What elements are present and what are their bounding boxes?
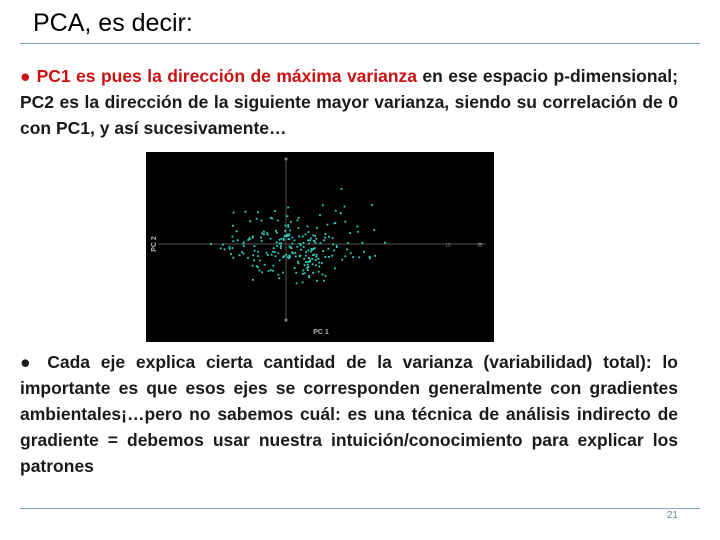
data-point <box>245 211 247 213</box>
data-point <box>266 252 268 254</box>
data-point <box>273 265 275 267</box>
data-point <box>271 254 273 256</box>
data-point <box>280 238 282 240</box>
highlight-text: PC1 es pues la dirección de máxima varianza <box>36 66 417 86</box>
data-point <box>321 262 323 264</box>
data-point <box>311 258 313 260</box>
data-point <box>291 243 293 245</box>
bullet-dot: ● <box>20 66 32 86</box>
data-point <box>279 242 281 244</box>
data-point <box>249 237 251 239</box>
data-point <box>288 257 290 259</box>
data-point <box>276 241 278 243</box>
data-point <box>287 226 289 228</box>
data-point <box>335 222 337 224</box>
data-point <box>299 256 301 258</box>
data-point <box>252 236 254 238</box>
data-point <box>328 248 330 250</box>
data-point <box>304 264 306 266</box>
data-point <box>331 255 333 257</box>
data-point <box>264 264 266 266</box>
data-point <box>278 274 280 276</box>
data-point <box>291 252 293 254</box>
axis-end-marker <box>285 319 288 322</box>
data-point <box>309 259 311 261</box>
data-point <box>298 217 300 219</box>
data-point <box>347 242 349 244</box>
data-point <box>349 232 351 234</box>
data-point <box>302 236 304 238</box>
data-point <box>307 239 309 241</box>
data-point <box>302 273 304 275</box>
data-point <box>230 253 232 255</box>
data-point <box>220 248 222 250</box>
data-point <box>272 251 274 253</box>
title-divider <box>20 43 700 44</box>
data-point <box>318 262 320 264</box>
data-point <box>294 240 296 242</box>
data-point <box>341 259 343 261</box>
data-point <box>315 242 317 244</box>
data-point <box>312 263 314 265</box>
data-point <box>283 255 285 257</box>
data-point <box>310 251 312 253</box>
data-point <box>298 227 300 229</box>
data-point <box>318 271 320 273</box>
data-point <box>224 248 226 250</box>
data-point <box>322 250 324 252</box>
data-point <box>260 237 262 239</box>
body-text: Cada eje explica cierta cantidad de la varianza (variabilidad) total): lo importante es que esos ejes se corresponden generalmente con gradientes ambientales¡…pero no sabemos cuál: es una técnica de análisis indirecto de gradiente = debemos usar nuestra intuición/conocimiento para explicar los patrones <box>20 352 678 476</box>
data-point <box>256 265 258 267</box>
data-point <box>256 218 258 220</box>
data-point <box>279 239 281 241</box>
data-point <box>296 282 298 284</box>
data-point <box>297 261 299 263</box>
bullet-dot: ● <box>20 352 37 372</box>
data-point <box>290 221 292 223</box>
data-point <box>303 242 305 244</box>
data-point <box>369 256 371 258</box>
data-point <box>270 238 272 240</box>
data-point <box>313 248 315 250</box>
data-point <box>303 246 305 248</box>
data-point <box>325 233 327 235</box>
data-point <box>276 245 278 247</box>
data-point <box>374 255 376 257</box>
data-point <box>313 240 315 242</box>
data-point <box>308 243 310 245</box>
data-point <box>294 267 296 269</box>
data-point <box>287 215 289 217</box>
data-point <box>278 277 280 279</box>
data-point <box>285 225 287 227</box>
data-point <box>243 253 245 255</box>
data-point <box>229 248 231 250</box>
data-point <box>263 231 265 233</box>
page-title: PCA, es decir: <box>33 9 193 37</box>
data-point <box>257 255 259 257</box>
data-point <box>333 250 335 252</box>
bullet-paragraph-1 <box>20 63 678 141</box>
data-point <box>261 233 263 235</box>
data-point <box>280 243 282 245</box>
data-point <box>350 252 352 254</box>
x-tick-label: 10 <box>445 243 451 249</box>
data-point <box>287 224 289 226</box>
data-point <box>332 244 334 246</box>
data-point <box>239 254 241 256</box>
data-point <box>303 258 305 260</box>
data-point <box>318 266 320 268</box>
data-point <box>362 242 364 244</box>
data-point <box>335 210 337 212</box>
data-point <box>233 212 235 214</box>
data-point <box>276 232 278 234</box>
data-point <box>302 281 304 283</box>
data-point <box>298 263 300 265</box>
data-point <box>295 256 297 258</box>
data-point <box>334 267 336 269</box>
data-point <box>325 256 327 258</box>
data-point <box>232 236 234 238</box>
data-point <box>274 210 276 212</box>
data-point <box>305 234 307 236</box>
data-point <box>288 235 290 237</box>
data-point <box>257 251 259 253</box>
data-point <box>210 243 212 245</box>
data-point <box>312 235 314 237</box>
data-point <box>252 254 254 256</box>
data-point <box>305 251 307 253</box>
data-point <box>266 232 268 234</box>
data-point <box>308 257 310 259</box>
data-point <box>323 239 325 241</box>
data-point <box>373 229 375 231</box>
data-point <box>275 230 277 232</box>
data-point <box>308 276 310 278</box>
data-point <box>273 247 275 249</box>
data-point <box>307 226 309 228</box>
data-point <box>257 211 259 213</box>
data-point <box>357 226 359 228</box>
data-point <box>261 240 263 242</box>
data-point <box>328 236 330 238</box>
data-point <box>318 258 320 260</box>
data-point <box>280 245 282 247</box>
data-point <box>384 242 386 244</box>
data-point <box>275 255 277 257</box>
data-point <box>292 237 294 239</box>
data-point <box>320 242 322 244</box>
footer-divider <box>20 508 700 509</box>
data-point <box>294 252 296 254</box>
data-point <box>287 234 289 236</box>
data-point <box>316 280 318 282</box>
data-point <box>358 257 360 259</box>
data-point <box>307 264 309 266</box>
data-point <box>344 206 346 208</box>
data-point <box>312 272 314 274</box>
data-point <box>309 261 311 263</box>
data-point <box>252 279 254 281</box>
data-point <box>280 247 282 249</box>
data-point <box>287 207 289 209</box>
data-point <box>232 247 234 249</box>
data-point <box>341 188 343 190</box>
data-point <box>315 259 317 261</box>
data-point <box>369 258 371 260</box>
data-point <box>236 230 238 232</box>
data-point <box>249 220 251 222</box>
data-point <box>340 212 342 214</box>
data-point <box>270 269 272 271</box>
data-point <box>263 233 265 235</box>
data-point <box>261 220 263 222</box>
data-point <box>288 238 290 240</box>
data-point <box>300 244 302 246</box>
data-point <box>315 238 317 240</box>
data-point <box>243 243 245 245</box>
data-point <box>305 261 307 263</box>
data-point <box>253 260 255 262</box>
data-point <box>259 260 261 262</box>
x-tick-label: 12 <box>477 243 483 249</box>
data-point <box>363 251 365 253</box>
data-point <box>327 224 329 226</box>
data-point <box>346 248 348 250</box>
scatter-svg <box>146 152 494 342</box>
data-point <box>306 267 308 269</box>
data-point <box>232 240 234 242</box>
data-point <box>232 225 234 227</box>
data-point <box>298 236 300 238</box>
data-point <box>277 220 279 222</box>
data-point <box>297 219 299 221</box>
axis-end-marker <box>285 158 288 161</box>
data-point <box>324 237 326 239</box>
data-point <box>254 250 256 252</box>
data-point <box>268 270 270 272</box>
data-point <box>272 270 274 272</box>
data-point <box>316 227 318 229</box>
data-point <box>296 246 298 248</box>
data-point <box>316 256 318 258</box>
data-point <box>314 235 316 237</box>
page-number: 21 <box>666 510 678 521</box>
data-point <box>284 230 286 232</box>
data-point <box>332 237 334 239</box>
data-point <box>229 246 231 248</box>
data-point <box>344 221 346 223</box>
data-point <box>307 269 309 271</box>
data-point <box>289 255 291 257</box>
data-point <box>271 218 273 220</box>
data-point <box>279 259 281 261</box>
data-point <box>309 239 311 241</box>
data-point <box>352 256 354 258</box>
data-point <box>328 256 330 258</box>
data-point <box>319 214 321 216</box>
data-point <box>322 274 324 276</box>
data-point <box>295 272 297 274</box>
x-axis-label: PC 1 <box>313 329 329 336</box>
data-point <box>357 231 359 233</box>
data-point <box>302 270 304 272</box>
data-point <box>325 275 327 277</box>
data-point <box>304 272 306 274</box>
data-point <box>308 231 310 233</box>
data-point <box>267 254 269 256</box>
data-point <box>290 247 292 249</box>
data-point <box>285 254 287 256</box>
data-point <box>315 264 317 266</box>
data-point <box>289 230 291 232</box>
data-point <box>274 251 276 253</box>
data-point <box>316 254 318 256</box>
data-point <box>310 238 312 240</box>
data-point <box>278 252 280 254</box>
data-point <box>254 245 256 247</box>
data-point <box>261 271 263 273</box>
data-point <box>283 238 285 240</box>
data-point <box>307 261 309 263</box>
data-point <box>371 204 373 206</box>
data-point <box>252 265 254 267</box>
pca-scatter-plot <box>146 152 494 342</box>
data-point <box>305 255 307 257</box>
data-point <box>237 239 239 241</box>
data-point <box>336 245 338 247</box>
data-point <box>247 257 249 259</box>
body-text: en ese espacio p-dimensional; PC2 es la dirección de la siguiente mayor varianza, siendo su correlación de 0 con PC1, y así sucesivamente… <box>20 66 678 138</box>
data-point <box>282 272 284 274</box>
data-point <box>323 280 325 282</box>
data-point <box>243 245 245 247</box>
data-point <box>259 270 261 272</box>
data-point <box>232 257 234 259</box>
data-point <box>312 254 314 256</box>
data-point <box>300 249 302 251</box>
data-point <box>345 255 347 257</box>
data-point <box>322 204 324 206</box>
data-point <box>222 244 224 246</box>
data-point <box>308 250 310 252</box>
bullet-paragraph-2 <box>20 349 678 479</box>
data-point <box>284 235 286 237</box>
y-axis-label: PC 2 <box>151 236 158 252</box>
